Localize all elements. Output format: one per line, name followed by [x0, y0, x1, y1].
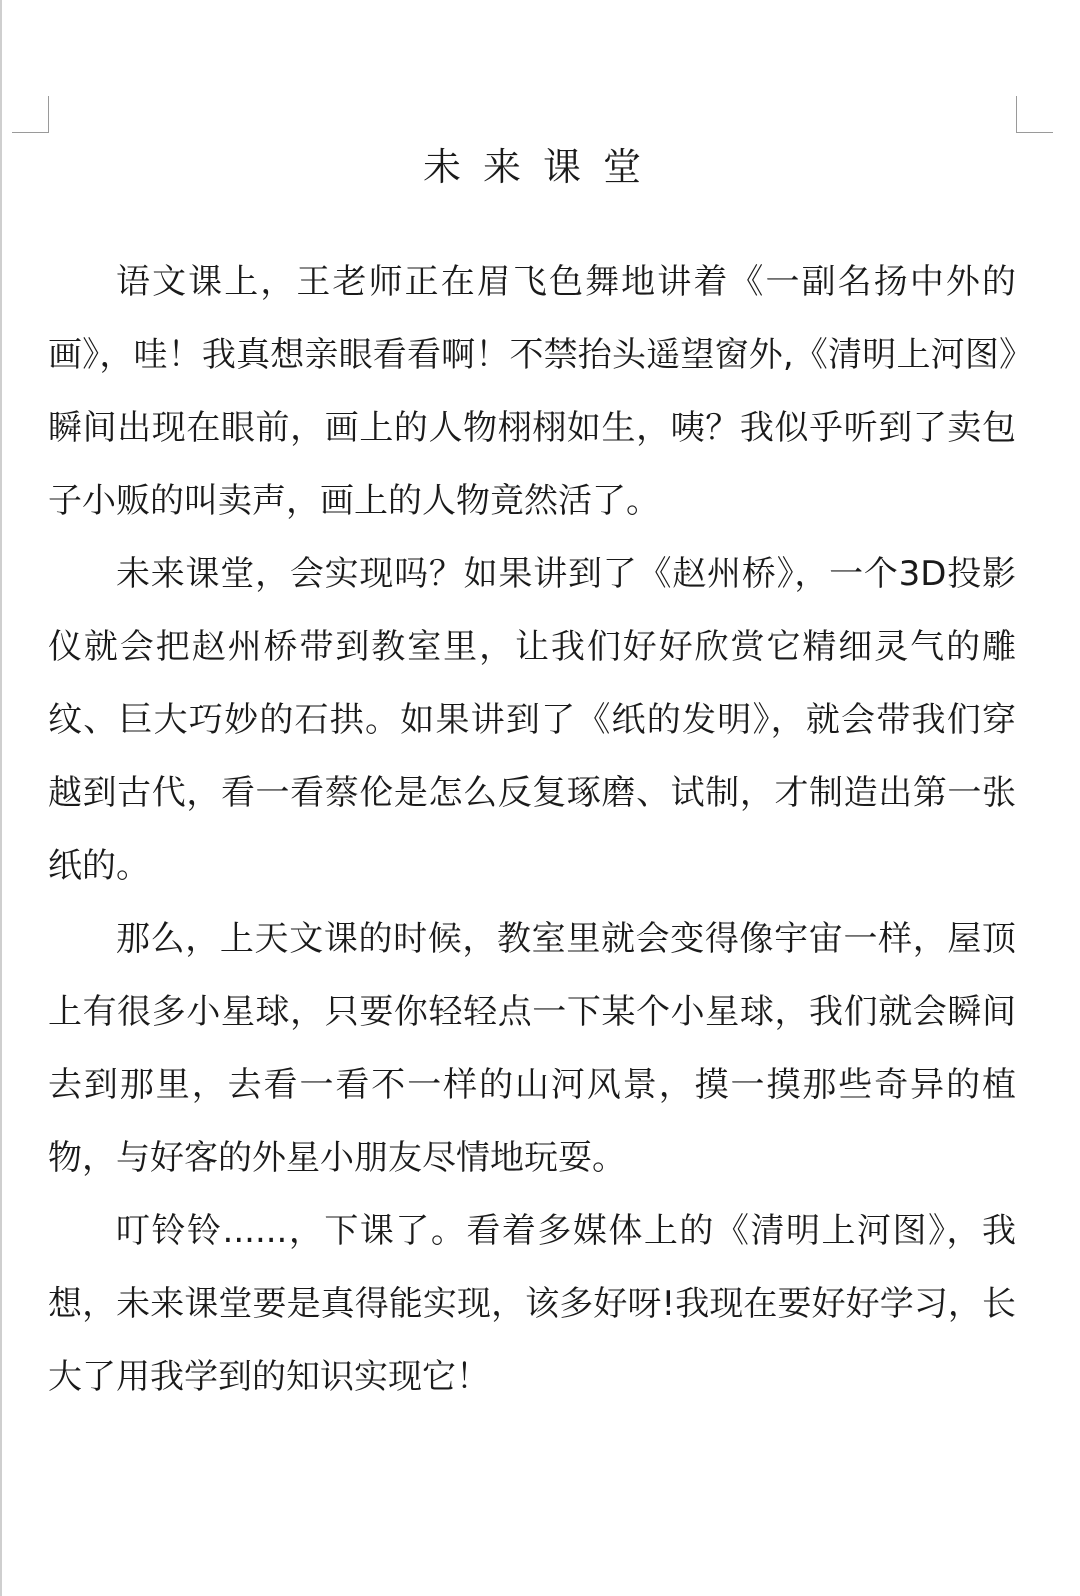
margin-corner-mark-top-left — [12, 96, 49, 133]
paragraph-3: 那么，上天文课的时候，教室里就会变得像宇宙一样，屋顶上有很多小星球，只要你轻轻点一下某个小星球，我们就会瞬间去到那里，去看一看不一样的山河风景，摸一摸那些奇异的植物，与好客的外星小朋友尽情地玩耍。 — [48, 919, 1016, 1178]
paragraph-4: 叮铃铃......，下课了。看着多媒体上的《清明上河图》，我想，未来课堂要是真得能实现，该多好呀!我现在要好好学习，长大了用我学到的知识实现它！ — [48, 1211, 1016, 1397]
paragraph-2: 未来课堂，会实现吗？如果讲到了《赵州桥》，一个3D投影仪就会把赵州桥带到教室里，让我们好好欣赏它精细灵气的雕纹、巨大巧妙的石拱。如果讲到了《纸的发明》，就会带我们穿越到古代，看一看蔡伦是怎么反复琢磨、试制，才制造出第一张纸的。 — [48, 554, 1016, 886]
essay-title: 未来课堂 — [422, 145, 663, 189]
page-left-edge — [0, 0, 2, 1596]
paragraph-1: 语文课上，王老师正在眉飞色舞地讲着《一副名扬中外的画》，哇！我真想亲眼看看啊！不禁抬头遥望窗外,《清明上河图》瞬间出现在眼前，画上的人物栩栩如生，咦？我似乎听到了卖包子小贩的叫卖声，画上的人物竟然活了。 — [48, 262, 1016, 521]
essay-body — [48, 246, 1016, 1414]
margin-corner-mark-top-right — [1016, 96, 1053, 133]
